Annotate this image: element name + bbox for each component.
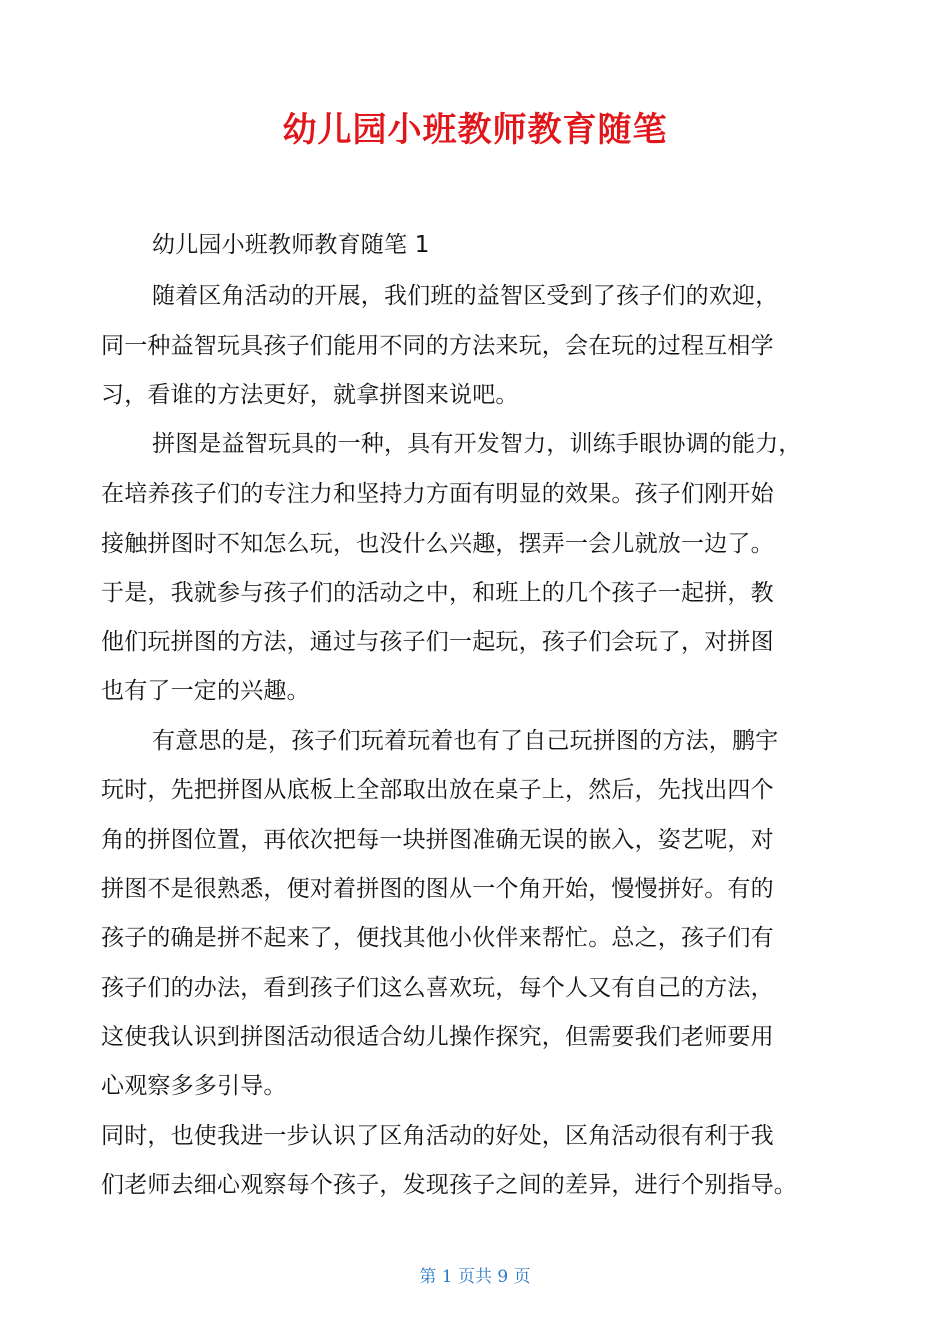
paragraph-line: 习，看谁的方法更好，就拿拼图来说吧。	[101, 382, 519, 408]
paragraph-line: 心观察多多引导。	[101, 1073, 287, 1099]
paragraph-line: 也有了一定的兴趣。	[101, 678, 310, 704]
paragraph-line: 同时，也使我进一步认识了区角活动的好处，区角活动很有利于我	[101, 1123, 774, 1149]
paragraph-line: 玩时，先把拼图从底板上全部取出放在桌子上，然后，先找出四个	[101, 777, 774, 803]
paragraph-line: 接触拼图时不知怎么玩，也没什么兴趣，摆弄一会儿就放一边了。	[101, 531, 774, 557]
paragraph-line: 于是，我就参与孩子们的活动之中，和班上的几个孩子一起拼，教	[101, 580, 774, 606]
paragraph-line: 拼图是益智玩具的一种，具有开发智力，训练手眼协调的能力，	[152, 431, 802, 457]
paragraph-line: 拼图不是很熟悉，便对着拼图的图从一个角开始，慢慢拼好。有的	[101, 876, 774, 902]
paragraph-line: 随着区角活动的开展，我们班的益智区受到了孩子们的欢迎，	[152, 283, 779, 309]
paragraph-line: 他们玩拼图的方法，通过与孩子们一起玩，孩子们会玩了，对拼图	[101, 629, 774, 655]
page-number-footer: 第 1 页共 9 页	[419, 1267, 531, 1287]
paragraph-line: 孩子们的办法，看到孩子们这么喜欢玩，每个人又有自己的方法，	[101, 975, 774, 1001]
paragraph-line: 们老师去细心观察每个孩子，发现孩子之间的差异，进行个别指导。	[101, 1172, 797, 1198]
paragraph-line: 这使我认识到拼图活动很适合幼儿操作探究，但需要我们老师要用	[101, 1024, 774, 1050]
paragraph-line: 角的拼图位置，再依次把每一块拼图准确无误的嵌入，姿艺呢，对	[101, 827, 774, 853]
section-heading: 幼儿园小班教师教育随笔 1	[152, 232, 430, 258]
paragraph-line: 同一种益智玩具孩子们能用不同的方法来玩，会在玩的过程互相学	[101, 333, 774, 359]
paragraph-line: 孩子的确是拼不起来了，便找其他小伙伴来帮忙。总之，孩子们有	[101, 925, 774, 951]
paragraph-line: 有意思的是，孩子们玩着玩着也有了自己玩拼图的方法，鹏宇	[152, 728, 779, 754]
document-title: 幼儿园小班教师教育随笔	[282, 110, 668, 150]
paragraph-line: 在培养孩子们的专注力和坚持力方面有明显的效果。孩子们刚开始	[101, 481, 774, 507]
